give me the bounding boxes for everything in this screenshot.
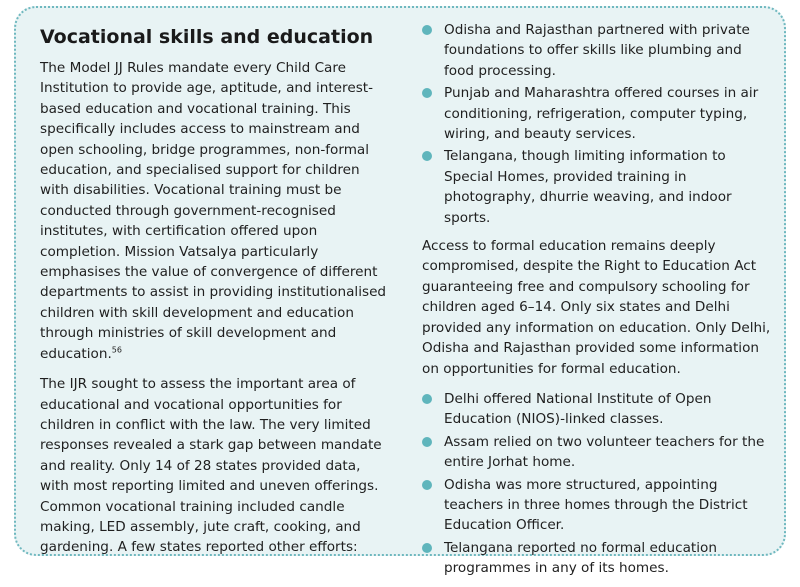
paragraph-model-jj-rules: The Model JJ Rules mandate every Child Care Institution to provide age, aptitude, and interest-based education and vocational training. This specifically includes access to mainstream and open schooling, bridge programmes, non-formal education, and specialised support for children with disabilities. Vocational training must be conducted through government-recognised institutes, with certification offered upon completion. Mission Vatsalya particularly emphasises the value of convergence of different departments to assist in providing institutionalised children with skill development and education through ministries of skill development and education.$^{56}$ [40,60,387,362]
bullet-dot-icon [422,151,432,161]
list-item: Telangana reported no formal education programmes in any of its homes. [422,538,772,579]
list-item: Odisha was more structured, appointing teachers in three homes through the District Education Officer. [422,475,772,536]
list-item: Delhi offered National Institute of Open Education (NIOS)-linked classes. [422,389,772,430]
list-item: Odisha and Rajasthan partnered with private foundations to offer skills like plumbing and food processing. [422,20,772,81]
paragraph-formal-education: Access to formal education remains deeply compromised, despite the Right to Education Act guaranteeing free and compulsory schooling for children aged 6–14. Only six states and Delhi provided any information on education. Only Delhi, Odisha and Rajasthan provided some information on opportunities for formal education. [422,238,771,377]
bullet-dot-icon [422,25,432,35]
info-box [14,6,786,577]
bullet-dot-icon [422,543,432,553]
bullet-dot-icon [422,394,432,404]
left-column [40,24,392,568]
bullet-dot-icon [422,88,432,98]
right-column [422,20,772,587]
list-item: Punjab and Maharashtra offered courses in air conditioning, refrigeration, computer typing, wiring, and beauty services. [422,83,772,144]
education-bullet-list [422,389,772,579]
list-item: Assam relied on two volunteer teachers for the entire Jorhat home. [422,432,772,473]
bullet-dot-icon [422,437,432,447]
section-title: Vocational skills and education [40,26,374,48]
footnote-ref: 56 [111,345,122,355]
list-item: Telangana, though limiting information to Special Homes, provided training in photography, dhurrie weaving, and indoor sports. [422,146,772,228]
vocational-bullet-list [422,20,772,228]
bullet-dot-icon [422,480,432,490]
paragraph-ijr-assessment: The IJR sought to assess the important area of educational and vocational opportunities for children in conflict with the law. The very limited responses revealed a stark gap between mandate and reality. Only 14 of 28 states provided data, with most reporting limited and uneven offerings. Common vocational training included candle making, LED assembly, jute craft, cooking, and gardening. A few states reported other efforts: [40,376,382,556]
